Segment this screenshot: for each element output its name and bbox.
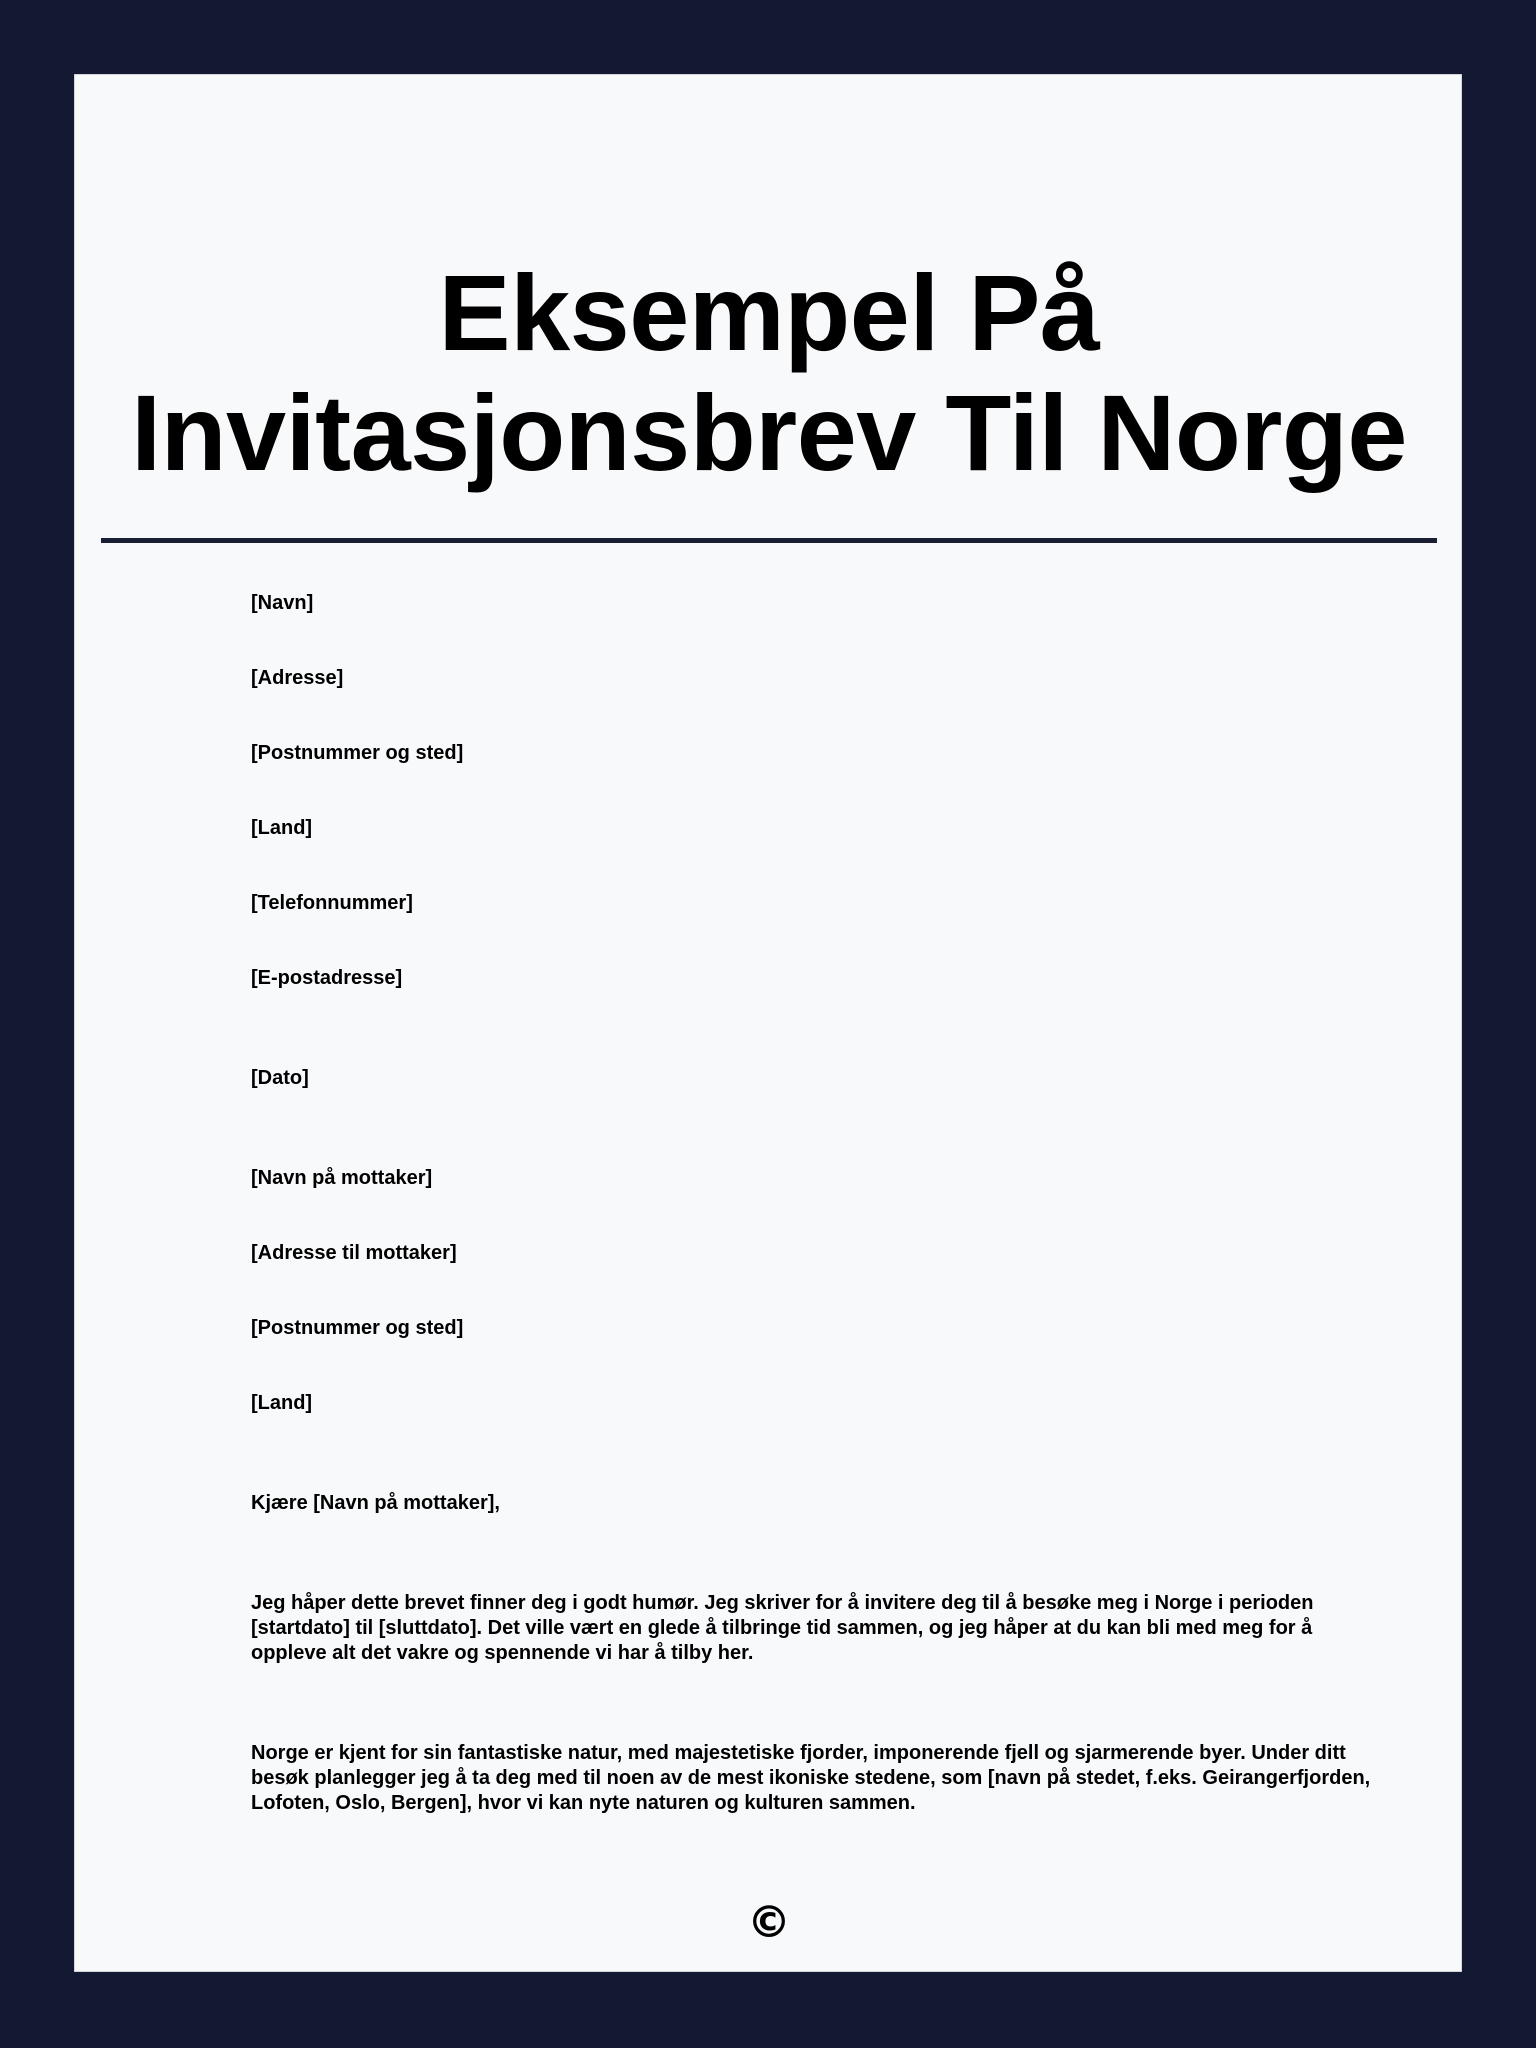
recipient-address: [Adresse til mottaker] [251,1242,457,1264]
sender-address: [Adresse] [251,667,344,689]
letter-date: [Dato] [251,1067,309,1089]
title-divider [101,538,1437,543]
recipient-country: [Land] [251,1392,313,1414]
document-title: Eksempel På Invitasjonsbrev Til Norge [131,252,1407,493]
sender-name: [Navn] [251,592,314,614]
sender-phone: [Telefonnummer] [251,892,413,914]
document-page [74,74,1462,1972]
copyright-icon: © [747,1897,791,1948]
letter-greeting: Kjære [Navn på mottaker], [251,1492,500,1514]
sender-country: [Land] [251,817,313,839]
recipient-postal: [Postnummer og sted] [251,1317,464,1339]
letter-paragraph: Jeg håper dette brevet finner deg i godt humør. Jeg skriver for å invitere deg til å besøke meg i Norge i perioden [startdato] til [sluttdato]. Det ville vært en glede å tilbringe tid sammen, og jeg håper at du kan bli med meg for å oppleve alt det vakre og spennende vi har å tilby her. [251,1592,1314,1664]
sender-postal: [Postnummer og sted] [251,742,464,764]
recipient-name: [Navn på mottaker] [251,1167,433,1189]
sender-email: [E-postadresse] [251,967,403,989]
letter-paragraph: Norge er kjent for sin fantastiske natur, med majestetiske fjorder, imponerende fjell og sjarmerende byer. Under ditt besøk planlegger jeg å ta deg med til noen av de mest ikoniske stedene, som [navn på stedet, f.eks. Geirangerfjorden, Lofoten, Oslo, Bergen], hvor vi kan nyte naturen og kulturen sammen. [251,1742,1371,1814]
